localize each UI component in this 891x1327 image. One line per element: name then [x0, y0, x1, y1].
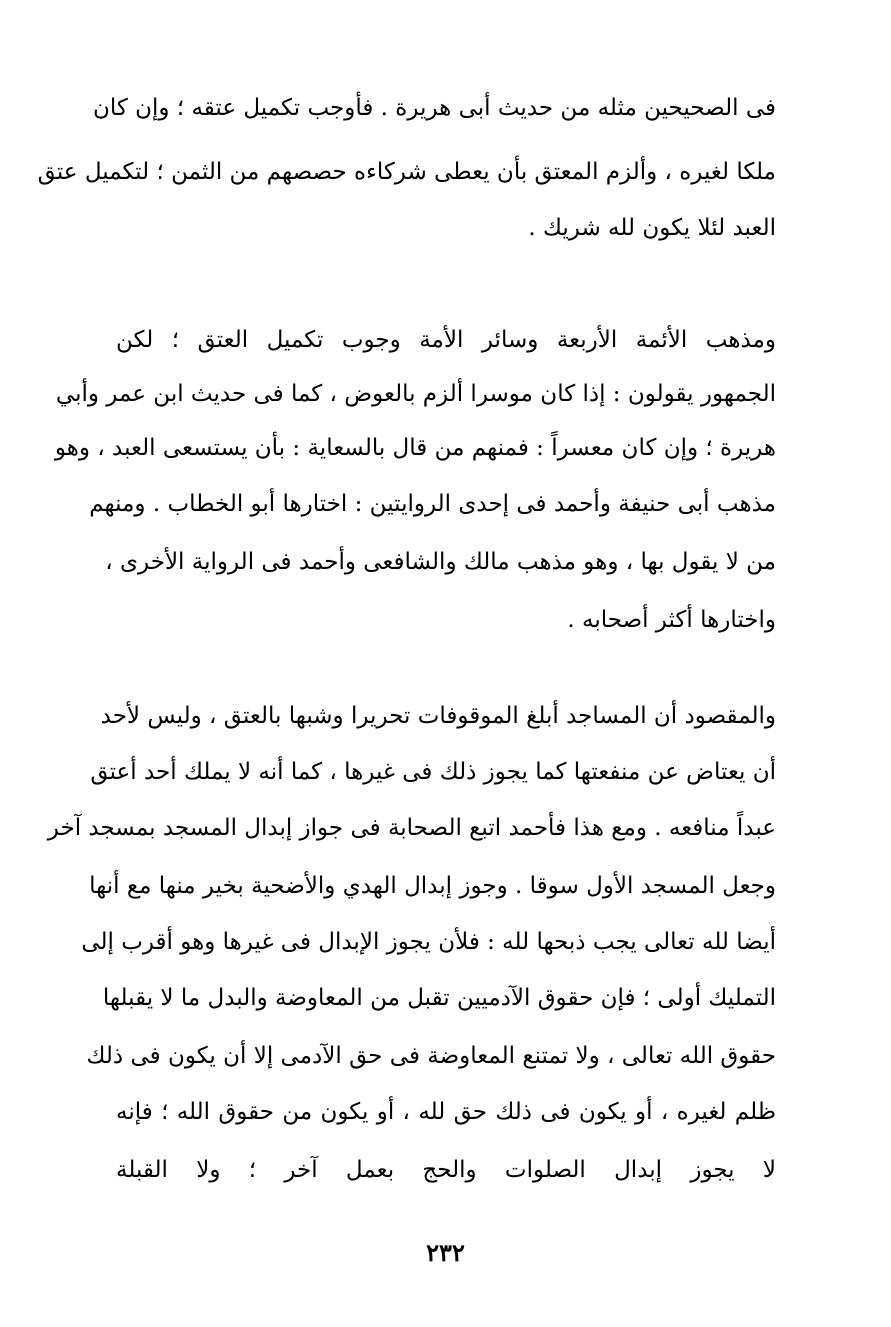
text-line: الجمهور يقولون : إذا كان موسرا ألزم بالعوض ، كما فى حديث ابن عمر وأبي — [55, 381, 776, 407]
text-line: التمليك أولى ؛ فإن حقوق الآدميين تقبل من المعاوضة والبدل ما لا يقبلها — [102, 985, 776, 1011]
text-line: أن يعتاض عن منفعتها كما يجوز ذلك فى غيرها ، كما أنه لا يملك أحد أعتق — [90, 759, 776, 785]
text-line: العبد لئلا يكون لله شريك . — [528, 215, 776, 241]
page-number: ٢٣٢ — [426, 1238, 465, 1267]
text-line: لا يجوز إبدال الصلوات والحج بعمل آخر ؛ ولا القبلة — [116, 1157, 776, 1183]
text-line: ملكا لغيره ، وألزم المعتق بأن يعطى شركاءه حصصهم من الثمن ؛ لتكميل عتق — [37, 159, 776, 185]
text-line: ومذهب الأئمة الأربعة وسائر الأمة وجوب تكميل العتق ؛ لكن — [116, 327, 776, 353]
text-line: هريرة ؛ وإن كان معسراً : فمنهم من قال بالسعاية : بأن يستسعى العبد ، وهو — [54, 435, 776, 461]
text-line: وجعل المسجد الأول سوقا . وجوز إبدال الهدي والأضحية بخير منها مع أنها — [89, 873, 776, 899]
text-line: والمقصود أن المساجد أبلغ الموقوفات تحريرا وشبها بالعتق ، وليس لأحد — [100, 703, 776, 729]
text-line: من لا يقول بها ، وهو مذهب مالك والشافعى وأحمد فى الرواية الأخرى ، — [105, 549, 776, 575]
text-line: مذهب أبى حنيفة وأحمد فى إحدى الروايتين : اختارها أبو الخطاب . ومنهم — [89, 491, 776, 517]
text-line: واختارها أكثر أصحابه . — [567, 607, 776, 633]
text-line: عبداً منافعه . ومع هذا فأحمد اتبع الصحابة فى جواز إبدال المسجد بمسجد آخر — [47, 815, 776, 841]
text-line: حقوق الله تعالى ، ولا تمتنع المعاوضة فى حق الآدمى إلا أن يكون فى ذلك — [86, 1043, 776, 1069]
text-line: ظلم لغيره ، أو يكون فى ذلك حق لله ، أو يكون من حقوق الله ؛ فإنه — [116, 1099, 776, 1125]
text-line: فى الصحيحين مثله من حديث أبى هريرة . فأوجب تكميل عتقه ؛ وإن كان — [92, 95, 776, 121]
text-line: أيضا لله تعالى يجب ذبحها لله : فلأن يجوز الإبدال فى غيرها وهو أقرب إلى — [81, 929, 776, 955]
